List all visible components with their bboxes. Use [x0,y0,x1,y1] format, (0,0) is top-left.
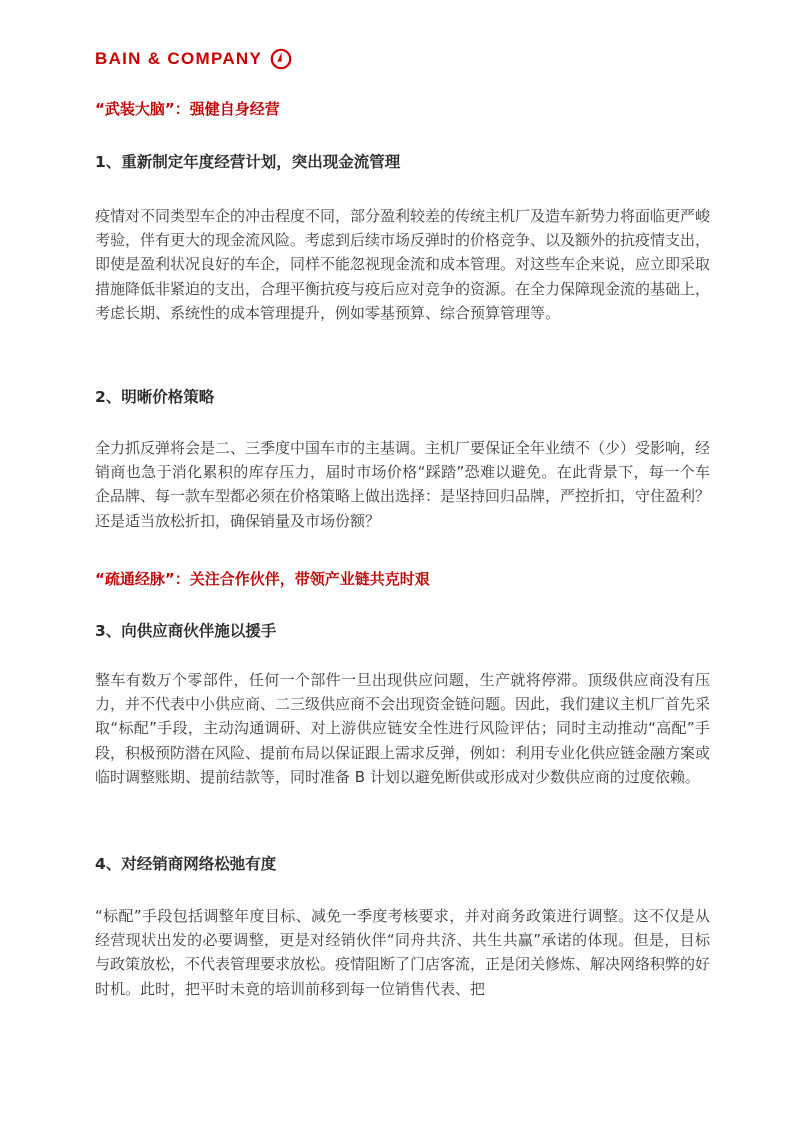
paragraph-suppliers: 整车有数万个零部件，任何一个部件一旦出现供应问题，生产就将停滞。顶级供应商没有压力，并不代表中小供应商、二三级供应商不会出现资金链问题。因此，我们建议主机厂首先采取“标配”手段，主动沟通调研、对上游供应链安全性进行风险评估；同时主动推动“高配”手段，积极预防潜在风险、提前布局以保证跟上需求反弹，例如：利用专业化供应链金融方案或临时调整账期、提前结款等，同时准备 B 计划以避免断供或形成对少数供应商的过度依赖。 [95,671,711,786]
paragraph-pricing: 全力抓反弹将会是二、三季度中国车市的主基调。主机厂要保证全年业绩不（少）受影响，经销商也急于消化累积的库存压力，届时市场价格“踩踏”恐难以避免。在此背景下，每一个车企品牌、每一款车型都必须在价格策略上做出选择：是坚持回归品牌，严控折扣，守住盈利？还是适当放松折扣，确保销量及市场份额？ [95,439,711,530]
bain-logo [95,48,292,70]
section-heading-armed-brain: “武装大脑”：强健自身经营 [95,100,280,118]
paragraph-cash-flow: 疫情对不同类型车企的冲击程度不同，部分盈利较差的传统主机厂及造车新势力将面临更严峻考验，伴有更大的现金流风险。考虑到后续市场反弹时的价格竞争、以及额外的抗疫情支出，即使是盈利状况良好的车企，同样不能忽视现金流和成本管理。对这些车企来说，应立即采取措施降低非紧迫的支出，合理平衡抗疫与疫后应对竞争的资源。在全力保障现金流的基础上，考虑长期、系统性的成本管理提升，例如零基预算、综合预算管理等。 [95,207,711,322]
heading-supplier-support: 3、向供应商伙伴施以援手 [95,622,277,640]
paragraph-dealers: “标配”手段包括调整年度目标、减免一季度考核要求，并对商务政策进行调整。这不仅是从经营现状出发的必要调整，更是对经销伙伴“同舟共济、共生共赢”承诺的体现。但是，目标与政策放松，不代表管理要求放松。疫情阻断了门店客流，正是闭关修炼、解决网络积弊的好时机。此时，把平时未竟的培训前移到每一位销售代表、把 [95,907,711,998]
logo-text: BAIN & COMPANY [95,49,263,68]
heading-dealer-network: 4、对经销商网络松弛有度 [95,855,277,873]
bain-circle-arrow-icon [270,48,292,70]
heading-annual-plan: 1、重新制定年度经营计划，突出现金流管理 [95,153,401,171]
section-heading-partners: “疏通经脉”：关注合作伙伴，带领产业链共克时艰 [95,570,430,588]
heading-pricing-strategy: 2、明晰价格策略 [95,388,215,406]
